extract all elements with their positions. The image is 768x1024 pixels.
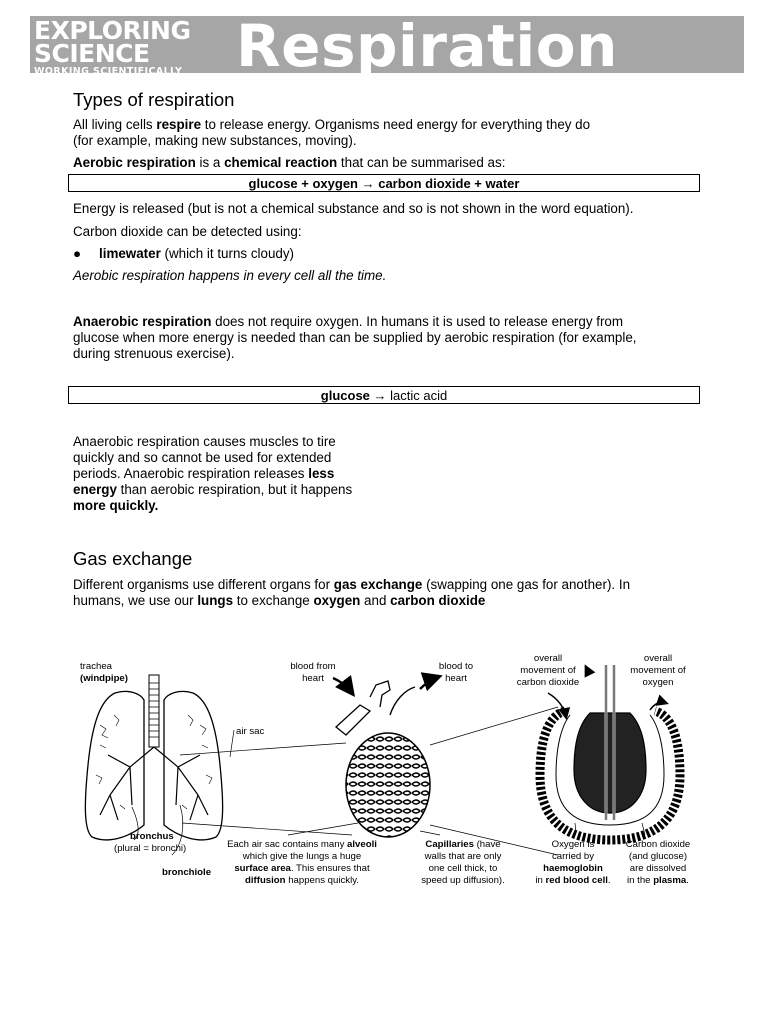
text-bold: Capillaries [425, 839, 474, 850]
label-windpipe: (windpipe) [80, 673, 128, 684]
bullet-limewater [73, 246, 294, 262]
paragraph-co2-detect: Carbon dioxide can be detected using: [73, 224, 302, 239]
text: is a [195, 155, 225, 170]
text: periods. Anaerobic respiration releases [73, 466, 309, 481]
text: . [686, 875, 689, 886]
text: than aerobic respiration, but it happens [116, 482, 353, 497]
diagram-svg [70, 645, 702, 895]
section-heading-gas-exchange: Gas exchange [73, 548, 193, 569]
text-bold: chemical reaction [224, 155, 338, 170]
text: to exchange [233, 593, 314, 608]
label-oxygen-1: Oxygen is [551, 839, 595, 850]
logo-line-3: WORKING SCIENTIFICALLY [34, 66, 183, 77]
label-overall-o2-3: oxygen [642, 677, 674, 688]
aerobic-equation: glucose + oxygen → carbon dioxide + water [248, 176, 520, 191]
text-bold: respire [156, 117, 202, 132]
text-bold: less [308, 466, 335, 481]
text-bold: diffusion [245, 875, 286, 886]
label-capillaries-4: speed up diffusion). [421, 875, 505, 886]
label-blood-from-2: heart [302, 673, 324, 684]
label-capillaries-3: one cell thick, to [428, 863, 498, 874]
text: Anaerobic respiration causes muscles to tire [73, 434, 336, 449]
text: → lactic acid [369, 388, 448, 403]
logo-line-2: SCIENCE [34, 39, 150, 68]
logo-line-1: EXPLORING [34, 16, 191, 45]
label-co2-3: are dissolved [629, 863, 687, 874]
left-lung [85, 691, 144, 839]
text-bold: glucose [320, 388, 370, 403]
label-overall-co2-1: overall [533, 653, 563, 664]
label-bronchi: (plural = bronchi) [114, 843, 187, 854]
text: glucose when more energy is needed than can be supplied by aerobic respiration (for example, [73, 330, 637, 345]
paragraph-anaerobic [73, 314, 637, 362]
text: does not require oxygen. In humans it is used to release energy from [211, 314, 624, 329]
paragraph-living-cells [73, 117, 590, 149]
text: happens quickly. [285, 875, 359, 886]
page-title: Respiration [236, 12, 618, 80]
blood-from-heart-arrow [333, 678, 352, 693]
label-overall-o2-2: movement of [630, 665, 686, 676]
co2-movement-arrow [586, 667, 590, 675]
header-banner [30, 12, 744, 80]
text-bold: oxygen [313, 593, 361, 608]
text: . [607, 875, 611, 886]
text: quickly and so cannot be used for extended [73, 450, 332, 465]
label-alveoli-3 [234, 863, 370, 874]
label-capillaries-1 [425, 839, 500, 850]
text-bold: limewater [99, 246, 161, 261]
bullet-marker: ● [73, 246, 82, 261]
label-blood-from-1: blood from [290, 661, 336, 672]
label-trachea: trachea [80, 661, 112, 672]
text-bold: carbon dioxide [390, 593, 486, 608]
text-bold: Aerobic respiration [73, 155, 196, 170]
text-bold: gas exchange [333, 577, 423, 592]
label-oxygen-3: haemoglobin [543, 863, 603, 874]
text: that can be summarised as: [337, 155, 506, 170]
text: in [535, 875, 546, 886]
paragraph-muscles-tire [73, 434, 352, 514]
text: Different organisms use different organs for [73, 577, 334, 592]
air-sac-cluster [346, 733, 430, 837]
paragraph-energy-released: Energy is released (but is not a chemical substance and so is not shown in the word equation). [73, 201, 634, 216]
text-bold: red blood cell [545, 875, 608, 886]
label-co2-1: Carbon dioxide [625, 839, 691, 850]
text-bold: energy [73, 482, 117, 497]
text-bold: lungs [197, 593, 234, 608]
paragraph-gas-exchange [73, 577, 630, 609]
label-oxygen-2: carried by [551, 851, 595, 862]
label-co2-4 [627, 875, 689, 886]
o2-movement-arrow [650, 702, 666, 710]
text: . This ensures that [290, 863, 370, 874]
alveolus-air-space [574, 713, 646, 813]
label-air-sac: air sac [236, 726, 265, 737]
label-bronchiole: bronchiole [162, 867, 212, 878]
label-alveoli-2: which give the lungs a huge [242, 851, 362, 862]
anaerobic-equation-box [68, 386, 700, 404]
label-bronchus: bronchus [130, 831, 174, 842]
paragraph-aerobic-every-cell: Aerobic respiration happens in every cell all the time. [73, 268, 387, 283]
label-overall-co2-3: carbon dioxide [516, 677, 580, 688]
text: (have [473, 839, 501, 850]
text-bold: Anaerobic respiration [73, 314, 212, 329]
label-capillaries-2: walls that are only [424, 851, 502, 862]
label-blood-to-1: blood to [438, 661, 474, 672]
text: to release energy. Organisms need energy for everything they do [201, 117, 591, 132]
label-blood-to-2: heart [445, 673, 467, 684]
lungs-illustration [85, 675, 222, 840]
text: and [360, 593, 391, 608]
text: (for example, making new substances, moving). [73, 133, 357, 148]
text-bold: surface area [234, 863, 291, 874]
single-alveolus-illustration [540, 665, 680, 840]
trachea-tube [149, 675, 159, 747]
text-bold: plasma [653, 875, 687, 886]
text: humans, we use our [73, 593, 198, 608]
text: Each air sac contains many [227, 839, 348, 850]
text: (which it turns cloudy) [160, 246, 294, 261]
text-bold: more quickly. [73, 498, 159, 513]
label-alveoli-4 [245, 875, 359, 886]
text-bold: alveoli [347, 839, 377, 850]
blood-to-heart-arrow [420, 677, 438, 689]
gas-exchange-diagram [70, 645, 702, 895]
paragraph-aerobic [73, 155, 505, 171]
label-overall-co2-2: movement of [520, 665, 576, 676]
text: (swapping one gas for another). In [422, 577, 631, 592]
section-heading-types: Types of respiration [73, 89, 235, 110]
text: during strenuous exercise). [73, 346, 235, 361]
text: All living cells [73, 117, 157, 132]
alveoli-illustration [336, 681, 430, 837]
label-oxygen-4 [535, 875, 610, 886]
label-overall-o2-1: overall [643, 653, 673, 664]
label-co2-2: (and glucose) [628, 851, 688, 862]
right-lung [164, 691, 223, 839]
label-alveoli-1 [227, 839, 377, 850]
text: in the [627, 875, 654, 886]
exploring-science-logo [34, 16, 224, 77]
aerobic-equation-box [68, 174, 700, 192]
